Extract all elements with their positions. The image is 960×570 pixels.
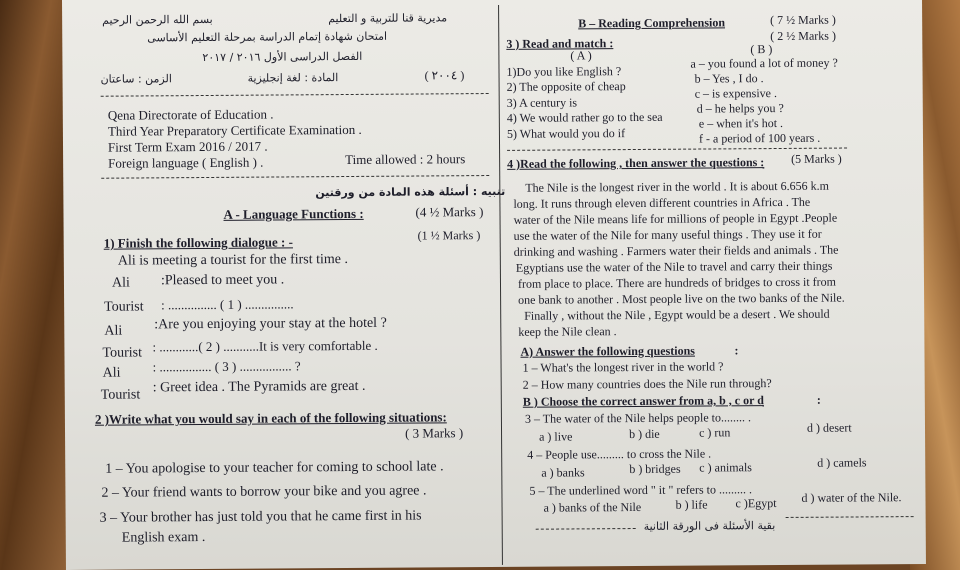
bismillah: بسم الله الرحمن الرحيم (102, 12, 213, 27)
dialogue-speaker: Ali (104, 323, 123, 339)
q1-intro: Ali is meeting a tourist for the first time . (117, 252, 349, 269)
passage-line: drinking and washing . Farmers water their fields and animals . The (513, 242, 839, 259)
mcq-option[interactable]: b ) life (675, 497, 708, 512)
match-b-item: a – you found a lot of money ? (690, 55, 838, 71)
term-en: First Term Exam 2016 / 2017 . (107, 138, 268, 155)
match-b-item: b – Yes , I do . (694, 71, 764, 86)
header-divider (101, 93, 489, 97)
part-b-title: B ) Choose the correct answer from a, b , c or d (522, 393, 764, 409)
passage-line: Finally , without the Nile , Egypt would be a desert . We should (524, 306, 830, 323)
dialogue-line: :Are you enjoying your stay at the hotel ? (154, 315, 387, 333)
q4-title: 4 )Read the following , then answer the questions : (507, 155, 765, 171)
section-b-title: B – Reading Comprehension (578, 15, 726, 31)
match-b-item: d – he helps you ? (696, 100, 784, 116)
footer-dash-left (536, 528, 636, 530)
section-a-title: A - Language Functions : (223, 205, 364, 222)
match-b-item: e – when it's hot . (698, 115, 784, 131)
mcq-option[interactable]: c ) animals (699, 460, 752, 475)
section-a-marks: (4 ½ Marks ) (415, 204, 484, 220)
q4-marks: (5 Marks ) (791, 151, 842, 166)
passage-line: from place to place. There are hundreds of bridges to cross it from (517, 274, 837, 291)
passage-line: long. It runs through eleven different countries in Africa . The (513, 194, 811, 211)
mcq-option[interactable]: d ) water of the Nile. (801, 490, 902, 505)
match-a-item: 1)Do you like English ? (506, 64, 622, 79)
q3-col-b-header: ( B ) (750, 42, 773, 57)
mcq-option[interactable]: a ) live (539, 429, 573, 444)
dialogue-line: :Pleased to meet you . (160, 272, 285, 289)
match-a-item: 2) The opposite of cheap (506, 79, 626, 94)
part-a-colon: : (734, 343, 739, 358)
dialogue-speaker: Tourist (104, 299, 144, 315)
mcq-question: 5 – The underlined word " it " refers to ......... . (529, 482, 753, 498)
exam-code: ( ٢٠٠٤ ) (424, 68, 465, 83)
subject-ar: المادة : لغة إنجليزية (247, 71, 339, 85)
passage-line: Egyptians use the water of the Nile to travel and carry their things (515, 258, 833, 275)
mcq-question: 3 – The water of the Nile helps people to........ . (524, 410, 752, 426)
mcq-option[interactable]: c )Egypt (735, 496, 777, 511)
q2-title: 2 )Write what you would say in each of the following situations: (94, 409, 447, 427)
match-b-item: f - a period of 100 years . (698, 130, 821, 146)
exam-paper (62, 0, 926, 570)
passage-line: use the water of the Nile for many useful things . They use it for (513, 226, 822, 243)
match-a-item: 3) A century is (506, 95, 578, 110)
column-divider (498, 5, 503, 565)
dialogue-blank-2[interactable]: : ............( 2 ) ...........It is very comfortable . (152, 337, 378, 355)
directorate-ar: مديرية قنا للتربية و التعليم (328, 11, 448, 26)
dialogue-speaker: Ali (102, 365, 121, 381)
wood-background-left (0, 0, 70, 570)
dialogue-blank-1[interactable]: : ............... ( 1 ) ............... (161, 296, 294, 313)
part-a-title: A) Answer the following questions (520, 343, 695, 359)
mcq-option[interactable]: c ) run (698, 425, 731, 440)
time-en: Time allowed : 2 hours (345, 151, 466, 168)
footer-note-ar: بقية الأسئلة فى الورقة الثانية (643, 519, 776, 533)
mcq-option[interactable]: a ) banks (541, 465, 585, 480)
term-ar: الفصل الدراسى الأول ٢٠١٦ / ٢٠١٧ (202, 49, 363, 65)
passage-line: keep the Nile clean . (518, 324, 617, 339)
mcq-option[interactable]: a ) banks of the Nile (543, 499, 642, 515)
section-b-marks: ( 7 ½ Marks ) (770, 12, 836, 28)
passage-line: The Nile is the longest river in the world . It is about 6.656 k.m (525, 178, 829, 195)
exam-title-ar: امتحان شهادة إتمام الدراسة بمرحلة التعليم الأساسى (147, 29, 388, 45)
passage-line: water of the Nile means life for millions of people in Egypt .People (513, 210, 838, 227)
match-a-item: 4) We would rather go to the sea (506, 109, 663, 125)
mcq-option[interactable]: b ) bridges (629, 461, 681, 477)
mcq-option[interactable]: d ) desert (806, 420, 852, 435)
note-ar: تنبيه : أسئلة هذه المادة من ورقتين (315, 184, 506, 200)
q1-marks: (1 ½ Marks ) (417, 228, 481, 243)
q2-item: 3 – Your brother has just told you that he came first in his (99, 508, 422, 526)
mcq-option[interactable]: b ) die (628, 426, 660, 442)
subject-en: Foreign language ( English ) . (108, 154, 264, 171)
dialogue-speaker: Ali (111, 275, 130, 291)
q1-title: 1) Finish the following dialogue : - (103, 234, 293, 251)
passage-line: one bank to another . Most people live on the two banks of the Nile. (518, 290, 845, 307)
exam-en: Third Year Preparatory Certificate Examination . (107, 121, 362, 139)
part-a-question: 2 – How many countries does the Nile run through? (522, 376, 772, 392)
q3-divider (507, 148, 847, 151)
dialogue-line: : Greet idea . The Pyramids are great . (152, 378, 366, 396)
mcq-option[interactable]: d ) camels (817, 455, 867, 470)
dialogue-speaker: Tourist (102, 345, 142, 361)
time-ar: الزمن : ساعتان (100, 72, 172, 86)
part-b-colon: : (816, 392, 821, 407)
q3-marks: ( 2 ½ Marks ) (770, 28, 836, 44)
header-divider-2 (101, 175, 489, 179)
dialogue-speaker: Tourist (100, 387, 141, 403)
q3-title: 3 ) Read and match : (506, 36, 614, 51)
dialogue-blank-3[interactable]: : ................ ( 3 ) ................ ? (152, 358, 301, 375)
q3-col-a-header: ( A ) (570, 48, 592, 63)
directorate-en: Qena Directorate of Education . (107, 106, 274, 123)
match-a-item: 5) What would you do if (506, 126, 626, 141)
part-a-question: 1 – What's the longest river in the world ? (522, 359, 724, 375)
q2-item: 1 – You apologise to your teacher for coming to school late . (105, 459, 444, 477)
q2-marks: ( 3 Marks ) (404, 425, 464, 441)
mcq-question: 4 – People use......... to cross the Nile . (527, 446, 712, 462)
match-b-item: c – is expensive . (694, 86, 778, 101)
q2-item-cont: English exam . (121, 530, 206, 546)
footer-dash-right (786, 516, 914, 518)
q2-item: 2 – Your friend wants to borrow your bike and you agree . (101, 483, 427, 501)
